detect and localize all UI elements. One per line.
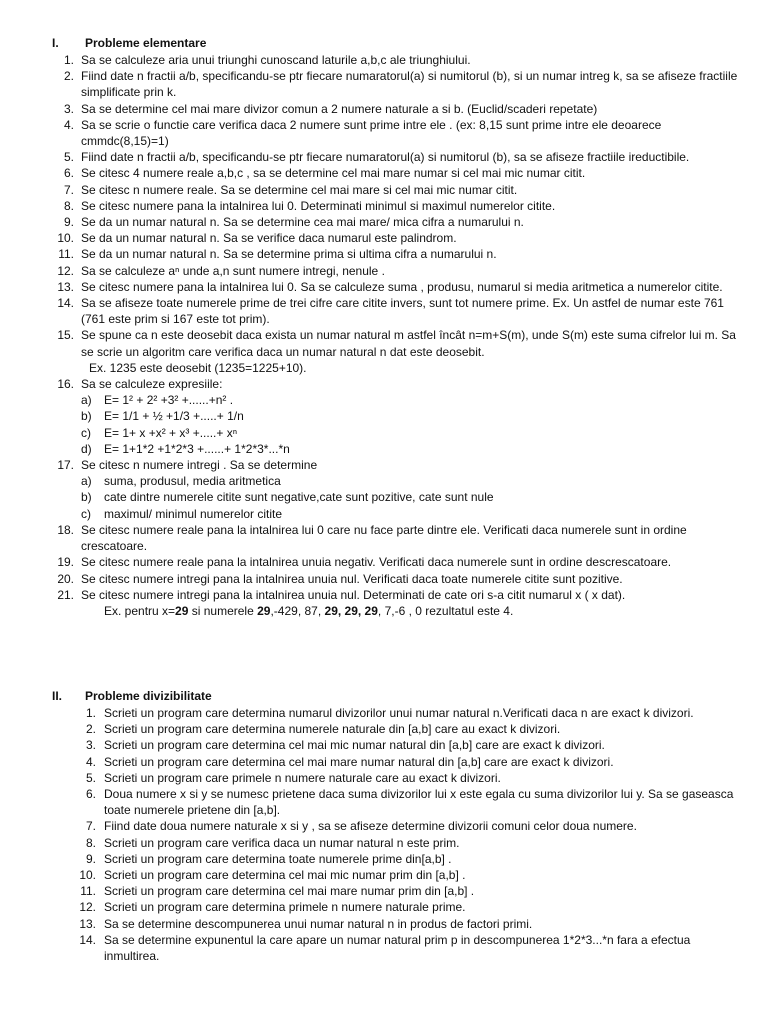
- item-text: Se citesc numere pana la intalnirea lui 0. Sa se calculeze suma , produsu, numarul si media aritmetica a numerelor citite.: [81, 279, 723, 294]
- item-text: Sa se determine descompunerea unui numar natural n in produs de factori primi.: [104, 916, 533, 931]
- list-item: [0, 52, 768, 68]
- sub-item: [0, 489, 768, 505]
- item-number: 14.: [57, 296, 74, 311]
- section-heading: [0, 35, 768, 52]
- list-item: [0, 263, 768, 279]
- sub-item-letter: b): [81, 490, 92, 505]
- example-bold-value: 29: [257, 603, 271, 618]
- sub-item-text: E= 1/1 + ½ +1/3 +.....+ 1/n: [104, 409, 244, 424]
- item-text: Scrieti un program care determina numarul divizorilor unui numar natural n.Verificati daca n are exact k divizori.: [104, 706, 694, 720]
- item-number: 11.: [58, 247, 74, 262]
- list-item: [0, 867, 768, 883]
- section-divisibility-problems: [0, 688, 768, 964]
- sub-item-text: maximul/ minimul numerelor citite: [104, 506, 283, 521]
- list-item: [0, 117, 768, 149]
- item-number: 21.: [57, 587, 74, 602]
- item-text: Se citesc numere intregi pana la intalnirea unuia nul. Verificati daca toate numerele citite sunt pozitive.: [81, 571, 623, 586]
- example-text: ,-429, 87,: [270, 603, 325, 618]
- sub-list: [0, 473, 768, 522]
- list-item: [0, 818, 768, 834]
- list-item: [0, 737, 768, 753]
- item-example: [104, 603, 768, 619]
- sub-list: [0, 392, 768, 457]
- item-text: Se citesc numere pana la intalnirea lui 0. Determinati minimul si maximul numerelor citite.: [81, 198, 556, 213]
- item-number: 16.: [57, 377, 74, 392]
- item-text: Scrieti un program care determina cel mai mic numar natural din [a,b] care are exact k divizori.: [104, 738, 605, 753]
- item-number: 10.: [57, 231, 74, 246]
- sub-item-letter: b): [81, 409, 92, 424]
- list-item: [0, 376, 768, 392]
- list-item: [0, 182, 768, 198]
- item-example: Ex. 1235 este deosebit (1235=1225+10).: [89, 360, 307, 375]
- item-number: 8.: [63, 198, 74, 213]
- list-item: [0, 214, 768, 230]
- item-text: Scrieti un program care determina toate numerele prime din[a,b] .: [104, 851, 452, 866]
- sub-item-letter: d): [81, 441, 92, 456]
- item-text: Se citesc numere reale pana la intalnirea lui 0 care nu face parte dintre ele. Verificati daca numerele sunt in ordine crescatoare.: [81, 522, 687, 554]
- item-number: 14.: [79, 932, 96, 947]
- item-text: Sa se calculeze aⁿ unde a,n sunt numere intregi, nenule .: [81, 263, 385, 278]
- item-text: Se citesc numere intregi pana la intalnirea unuia nul. Determinati de cate ori s-a citit numarul x ( x dat).: [81, 587, 626, 602]
- list-item: [0, 230, 768, 246]
- sub-item-letter: a): [81, 393, 92, 408]
- item-number: 12.: [57, 263, 74, 278]
- list-item: [0, 899, 768, 915]
- item-text: Sa se scrie o functie care verifica daca 2 numere sunt prime intre ele . (ex: 8,15 sunt prime intre ele deoarece cmmdc(8,15)=1): [81, 117, 662, 149]
- item-number: 9.: [85, 851, 96, 866]
- example-text: , 7,-6 , 0 rezultatul este 4.: [377, 603, 514, 618]
- list-item: [0, 571, 768, 587]
- item-text: Se da un numar natural n. Sa se determine cea mai mare/ mica cifra a numarului n.: [81, 215, 524, 230]
- sub-item-text: E= 1+ x +x² + x³ +.....+ xⁿ: [104, 425, 238, 440]
- sub-item-letter: c): [81, 506, 91, 521]
- item-number: 5.: [85, 770, 96, 785]
- sub-list-wrapper: [0, 392, 768, 457]
- list-item: [0, 916, 768, 932]
- item-text: Scrieti un program care verifica daca un numar natural n este prim.: [104, 835, 460, 850]
- item-number: 1.: [85, 706, 96, 720]
- list-item: [0, 851, 768, 867]
- problem-list: [0, 705, 768, 964]
- list-item: [0, 835, 768, 851]
- item-text: Scrieti un program care determina primele n numere naturale prime.: [104, 900, 466, 915]
- problem-list: [0, 52, 768, 619]
- list-item: [0, 786, 768, 818]
- sub-list-wrapper: [0, 473, 768, 522]
- example-text: Ex. pentru x=: [104, 603, 176, 618]
- item-text: Se da un numar natural n. Sa se determine prima si ultima cifra a numarului n.: [81, 247, 497, 262]
- list-item: [0, 457, 768, 473]
- item-number: 3.: [85, 738, 96, 753]
- sub-item-text: E= 1+1*2 +1*2*3 +......+ 1*2*3*...*n: [104, 441, 290, 456]
- item-number: 19.: [57, 555, 74, 570]
- item-text: Sa se calculeze expresiile:: [81, 377, 223, 392]
- list-item: [0, 165, 768, 181]
- sub-item: [0, 425, 768, 441]
- sub-item: [0, 473, 768, 489]
- item-text: Sa se determine expunentul la care apare un numar natural prim p in descompunerea 1*2*3...*n fara a efectua inmultirea.: [104, 932, 691, 964]
- list-item: [0, 68, 768, 100]
- item-number: 3.: [63, 101, 74, 116]
- item-number: 4.: [85, 754, 96, 769]
- item-number: 13.: [57, 279, 74, 294]
- list-item: [0, 327, 768, 359]
- list-item: [0, 295, 768, 327]
- item-number: 4.: [63, 117, 74, 132]
- item-text: Se citesc numere reale pana la intalnirea unuia negativ. Verificati daca numerele sunt in ordine descrescatoare.: [81, 555, 672, 570]
- list-item: [0, 883, 768, 899]
- example-bold-value: 29, 29, 29: [324, 603, 378, 618]
- item-text: Se da un numar natural n. Sa se verifice daca numarul este palindrom.: [81, 231, 457, 246]
- item-number: 11.: [80, 884, 96, 899]
- list-item: [0, 279, 768, 295]
- item-text: Fiind date doua numere naturale x si y , sa se afiseze determine divizorii comuni celor doua numere.: [104, 819, 637, 834]
- item-text: Se citesc n numere intregi . Sa se determine: [81, 458, 318, 473]
- sub-item: [0, 441, 768, 457]
- sub-item-letter: c): [81, 425, 91, 440]
- section-elementary-problems: [0, 35, 768, 619]
- sub-item-text: E= 1² + 2² +3² +......+n² .: [104, 393, 234, 408]
- section-heading: [0, 688, 768, 705]
- list-item: [0, 932, 768, 964]
- list-item: [0, 587, 768, 603]
- item-number: 6.: [85, 787, 96, 802]
- item-text: Scrieti un program care determina cel mai mare numar natural din [a,b] care are exact k divizori.: [104, 754, 614, 769]
- example-text: si numerele: [188, 603, 258, 618]
- list-item: [0, 198, 768, 214]
- item-text: Se spune ca n este deosebit daca exista un numar natural m astfel încât n=m+S(m), unde S(m) este suma cifrelor lui m. Sa se scrie un algoritm care verifica daca un numar natural n dat este deosebit.: [81, 328, 736, 359]
- item-number: 1.: [63, 53, 74, 67]
- item-number: 7.: [85, 819, 96, 834]
- item-text: Sa se determine cel mai mare divizor comun a 2 numere naturale a si b. (Euclid/scaderi repetate): [81, 101, 598, 116]
- list-item: [0, 770, 768, 786]
- item-text: Scrieti un program care determina cel mai mic numar prim din [a,b] .: [104, 868, 466, 883]
- item-number: 18.: [57, 522, 74, 537]
- item-number: 13.: [79, 916, 96, 931]
- sub-item: [0, 392, 768, 408]
- list-item: [0, 754, 768, 770]
- item-number: 20.: [57, 571, 74, 586]
- section-title: Probleme divizibilitate: [85, 689, 212, 703]
- item-text: Scrieti un program care primele n numere naturale care au exact k divizori.: [104, 770, 501, 785]
- item-text: Sa se calculeze aria unui triunghi cunoscand laturile a,b,c ale triunghiului.: [81, 53, 471, 67]
- item-number: 7.: [63, 182, 74, 197]
- list-item: [0, 246, 768, 262]
- list-item: [0, 554, 768, 570]
- item-text: Fiind date n fractii a/b, specificandu-se ptr fiecare numaratorul(a) si numitorul (b), sa se afiseze fractiile ireductibile.: [81, 150, 690, 165]
- item-text: Scrieti un program care determina numerele naturale din [a,b] care au exact k divizori.: [104, 722, 561, 737]
- section-number: I.: [52, 36, 59, 50]
- example-bold-value: 29: [175, 603, 189, 618]
- item-text: Se citesc n numere reale. Sa se determine cel mai mare si cel mai mic numar citit.: [81, 182, 518, 197]
- item-number: 6.: [63, 166, 74, 181]
- item-text: Scrieti un program care determina cel mai mare numar prim din [a,b] .: [104, 884, 475, 899]
- item-text: Doua numere x si y se numesc prietene daca suma divizorilor lui x este egala cu suma divizorilor lui y. Sa se gaseasca toate numerele prietene din [a,b].: [104, 787, 734, 818]
- sub-item: [0, 506, 768, 522]
- sub-item-letter: a): [81, 474, 92, 489]
- list-item: [0, 705, 768, 721]
- sub-item-text: cate dintre numerele citite sunt negative,cate sunt pozitive, cate sunt nule: [104, 490, 494, 505]
- sub-item-text: suma, produsul, media aritmetica: [104, 474, 281, 489]
- list-item: [0, 522, 768, 554]
- list-item: [0, 101, 768, 117]
- sub-item: [0, 408, 768, 424]
- item-number: 8.: [85, 835, 96, 850]
- item-number: 17.: [57, 458, 74, 473]
- item-number: 15.: [57, 328, 74, 343]
- item-number: 10.: [79, 868, 96, 883]
- item-number: 9.: [63, 215, 74, 230]
- item-number: 2.: [85, 722, 96, 737]
- list-item: [0, 149, 768, 165]
- item-number: 2.: [63, 69, 74, 84]
- item-number: 12.: [79, 900, 96, 915]
- section-title: Probleme elementare: [85, 36, 207, 50]
- list-item: [0, 721, 768, 737]
- section-number: II.: [52, 689, 63, 703]
- item-number: 5.: [63, 150, 74, 165]
- item-text: Fiind date n fractii a/b, specificandu-se ptr fiecare numaratorul(a) si numitorul (b), si un numar intreg k, sa se afiseze fractiile simplificate prin k.: [81, 69, 738, 100]
- item-text: Sa se afiseze toate numerele prime de trei cifre care citite invers, sunt tot numere prime. Ex. Un astfel de numar este 761 (761 este prim si 167 este tot prim).: [81, 296, 724, 327]
- item-text: Se citesc 4 numere reale a,b,c , sa se determine cel mai mare numar si cel mai mic numar citit.: [81, 166, 586, 181]
